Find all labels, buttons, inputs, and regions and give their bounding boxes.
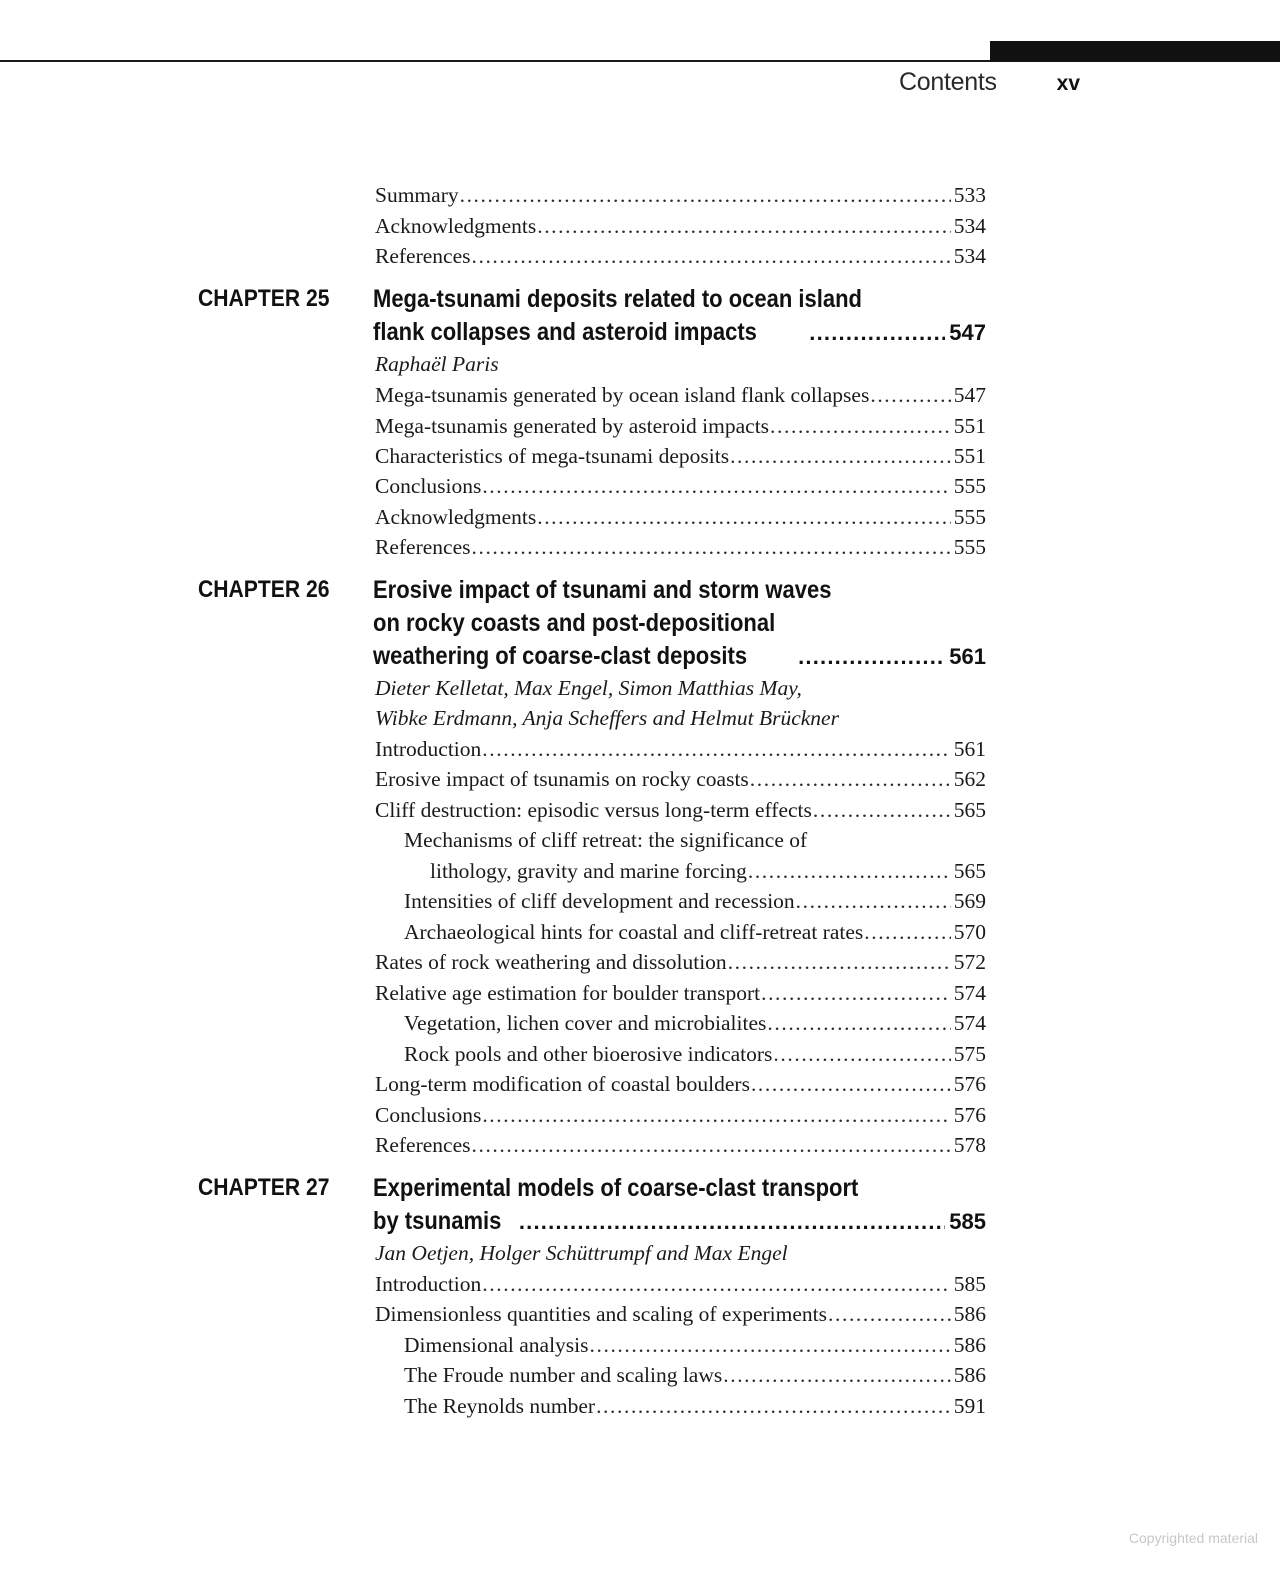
- toc-entry-label: Summary: [375, 183, 459, 207]
- toc-entry-label: Relative age estimation for boulder transport: [375, 981, 761, 1005]
- toc-entry-label: The Reynolds number: [404, 1394, 596, 1418]
- chapter-27-label: CHAPTER 27: [198, 1174, 330, 1201]
- chapter-26-label: CHAPTER 26: [198, 576, 330, 603]
- copyright-watermark: Copyrighted material: [1128, 1530, 1258, 1546]
- toc-entry[interactable]: [404, 1008, 986, 1038]
- toc-entry-label-line1[interactable]: Mechanisms of cliff retreat: the significance of: [404, 828, 808, 852]
- toc-entry-page: 574: [953, 1011, 986, 1035]
- toc-entry-label: Cliff destruction: episodic versus long-term effects: [375, 798, 812, 822]
- chapter-26-title-entry[interactable]: [373, 640, 986, 672]
- toc-entry[interactable]: [375, 211, 986, 241]
- toc-entry-label: Dimensionless quantities and scaling of experiments: [375, 1302, 828, 1326]
- leader-dots: [590, 1330, 951, 1360]
- leader-dots: [482, 734, 950, 764]
- leader-dots: [537, 211, 951, 241]
- toc-entry-page: 534: [953, 214, 986, 238]
- toc-entry-page: 565: [953, 859, 986, 883]
- toc-entry[interactable]: [404, 886, 986, 916]
- toc-entry[interactable]: [375, 532, 986, 562]
- leader-dots: [748, 856, 951, 886]
- leader-dots: [750, 764, 951, 794]
- toc-entry-page: 551: [953, 414, 986, 438]
- leader-dots: [870, 380, 950, 410]
- leader-dots: [751, 1069, 951, 1099]
- toc-entry-label: Mega-tsunamis generated by asteroid impacts: [375, 414, 770, 438]
- toc-entry[interactable]: [375, 764, 986, 794]
- toc-entry-label: Conclusions: [375, 474, 482, 498]
- leader-dots: [482, 1100, 950, 1130]
- toc-entry-page: 561: [953, 737, 986, 761]
- chapter-25-title-line1[interactable]: Mega-tsunami deposits related to ocean island: [373, 285, 863, 313]
- leader-dots: [796, 886, 951, 916]
- toc-entry-page: 585: [953, 1272, 986, 1296]
- toc-entry-label: lithology, gravity and marine forcing: [430, 859, 747, 883]
- toc-entry[interactable]: [375, 978, 986, 1008]
- toc-entry[interactable]: [404, 1330, 986, 1360]
- toc-entry-page: 547: [953, 383, 986, 407]
- toc-entry-label: References: [375, 535, 471, 559]
- toc-entry[interactable]: [375, 1100, 986, 1130]
- chapter-25-title-entry[interactable]: [373, 316, 986, 348]
- chapter-26-title-line1[interactable]: Erosive impact of tsunami and storm waves: [373, 576, 832, 604]
- chapter-25-page: 547: [949, 320, 986, 345]
- leader-dots: [472, 532, 951, 562]
- toc-entry-label: References: [375, 1133, 471, 1157]
- toc-entry-page: 586: [953, 1302, 986, 1326]
- leader-dots: [723, 1360, 951, 1390]
- toc-entry-page: 569: [953, 889, 986, 913]
- leader-dots: [472, 241, 951, 271]
- toc-entry[interactable]: [375, 180, 986, 210]
- toc-entry[interactable]: [375, 241, 986, 271]
- toc-entry-page: 562: [953, 767, 986, 791]
- leader-dots: [537, 502, 951, 532]
- toc-entry-label: Acknowledgments: [375, 505, 537, 529]
- toc-entry-label: Introduction: [375, 1272, 482, 1296]
- toc-entry-page: 575: [953, 1042, 986, 1066]
- toc-entry[interactable]: [404, 1039, 986, 1069]
- toc-entry-label: Intensities of cliff development and recession: [404, 889, 795, 913]
- toc-entry[interactable]: [430, 856, 986, 886]
- toc-entry[interactable]: [375, 502, 986, 532]
- toc-entry[interactable]: [375, 1130, 986, 1160]
- toc-entry[interactable]: [375, 471, 986, 501]
- toc-entry-page: 576: [953, 1072, 986, 1096]
- leader-dots: [761, 978, 951, 1008]
- toc-entry-page: 574: [953, 981, 986, 1005]
- page-number: xv: [1056, 72, 1080, 95]
- toc-entry[interactable]: [404, 917, 986, 947]
- toc-entry-page: 586: [953, 1363, 986, 1387]
- leader-dots: [728, 947, 951, 977]
- toc-entry[interactable]: [375, 380, 986, 410]
- leader-dots: [460, 180, 951, 210]
- chapter-27-authors: Jan Oetjen, Holger Schüttrumpf and Max Engel: [375, 1241, 788, 1265]
- leader-dots: [813, 795, 951, 825]
- toc-entry[interactable]: [375, 1069, 986, 1099]
- toc-entry-label: Conclusions: [375, 1103, 482, 1127]
- leader-dots: [809, 320, 945, 346]
- leader-dots: [482, 1269, 950, 1299]
- toc-entry-label: Vegetation, lichen cover and microbialites: [404, 1011, 767, 1035]
- chapter-25-title-line2: flank collapses and asteroid impacts: [373, 318, 757, 346]
- toc-entry-page: 555: [953, 535, 986, 559]
- leader-dots: [767, 1008, 950, 1038]
- toc-entry-label: Long-term modification of coastal boulders: [375, 1072, 750, 1096]
- toc-entry[interactable]: [375, 795, 986, 825]
- toc-entry-page: 578: [953, 1133, 986, 1157]
- toc-entry-label: Archaeological hints for coastal and cliff-retreat rates: [404, 920, 864, 944]
- chapter-25-label: CHAPTER 25: [198, 285, 330, 312]
- toc-entry-page: 555: [953, 505, 986, 529]
- leader-dots: [519, 1209, 945, 1235]
- toc-entry-page: 533: [953, 183, 986, 207]
- chapter-26-title-line2[interactable]: on rocky coasts and post-depositional: [373, 609, 776, 637]
- chapter-26-authors-line2: Wibke Erdmann, Anja Scheffers and Helmut Brückner: [375, 706, 839, 730]
- toc-entry[interactable]: [375, 1299, 986, 1329]
- chapter-27-page: 585: [949, 1209, 986, 1234]
- leader-dots: [798, 644, 945, 670]
- toc-entry[interactable]: [404, 1360, 986, 1390]
- chapter-26-title-line3: weathering of coarse-clast deposits: [373, 642, 748, 670]
- toc-entry[interactable]: [375, 734, 986, 764]
- toc-entry[interactable]: [375, 947, 986, 977]
- toc-entry-page: 576: [953, 1103, 986, 1127]
- toc-entry-page: 570: [953, 920, 986, 944]
- running-head: [880, 68, 1080, 104]
- chapter-27-title-line1[interactable]: Experimental models of coarse-clast transport: [373, 1174, 859, 1202]
- toc-entry-label: Rock pools and other bioerosive indicators: [404, 1042, 773, 1066]
- toc-entry-page: 591: [953, 1394, 986, 1418]
- toc-entry-label: Rates of rock weathering and dissolution: [375, 950, 727, 974]
- toc-entry-page: 565: [953, 798, 986, 822]
- toc-entry[interactable]: [404, 1391, 986, 1421]
- leader-dots: [472, 1130, 951, 1160]
- chapter-26-page: 561: [949, 644, 986, 669]
- leader-dots: [482, 471, 950, 501]
- leader-dots: [770, 411, 951, 441]
- toc-entry-label: References: [375, 244, 471, 268]
- toc-entry-label: Introduction: [375, 737, 482, 761]
- leader-dots: [730, 441, 951, 471]
- running-head-title: Contents: [899, 68, 997, 96]
- toc-entry-label: Characteristics of mega-tsunami deposits: [375, 444, 730, 468]
- chapter-27-title-line2: by tsunamis: [373, 1207, 502, 1235]
- toc-entry[interactable]: [375, 411, 986, 441]
- leader-dots: [773, 1039, 950, 1069]
- toc-entry-label: Erosive impact of tsunamis on rocky coasts: [375, 767, 749, 791]
- leader-dots: [596, 1391, 951, 1421]
- toc-entry-label: Acknowledgments: [375, 214, 537, 238]
- toc-entry-label: The Froude number and scaling laws: [404, 1363, 723, 1387]
- leader-dots: [828, 1299, 951, 1329]
- chapter-27-title-entry[interactable]: [373, 1205, 986, 1237]
- toc-entry[interactable]: [375, 441, 986, 471]
- leader-dots: [864, 917, 951, 947]
- chapter-26-authors-line1: Dieter Kelletat, Max Engel, Simon Matthias May,: [375, 676, 802, 700]
- toc-entry[interactable]: [375, 1269, 986, 1299]
- toc-entry-page: 551: [953, 444, 986, 468]
- toc-entry-page: 555: [953, 474, 986, 498]
- toc-entry-page: 534: [953, 244, 986, 268]
- toc-entry-page: 586: [953, 1333, 986, 1357]
- toc-entry-label: Dimensional analysis: [404, 1333, 589, 1357]
- toc-entry-label: Mega-tsunamis generated by ocean island flank collapses: [375, 383, 870, 407]
- toc-entry-page: 572: [953, 950, 986, 974]
- chapter-25-authors: Raphaël Paris: [375, 352, 499, 376]
- header-bar: [990, 41, 1280, 62]
